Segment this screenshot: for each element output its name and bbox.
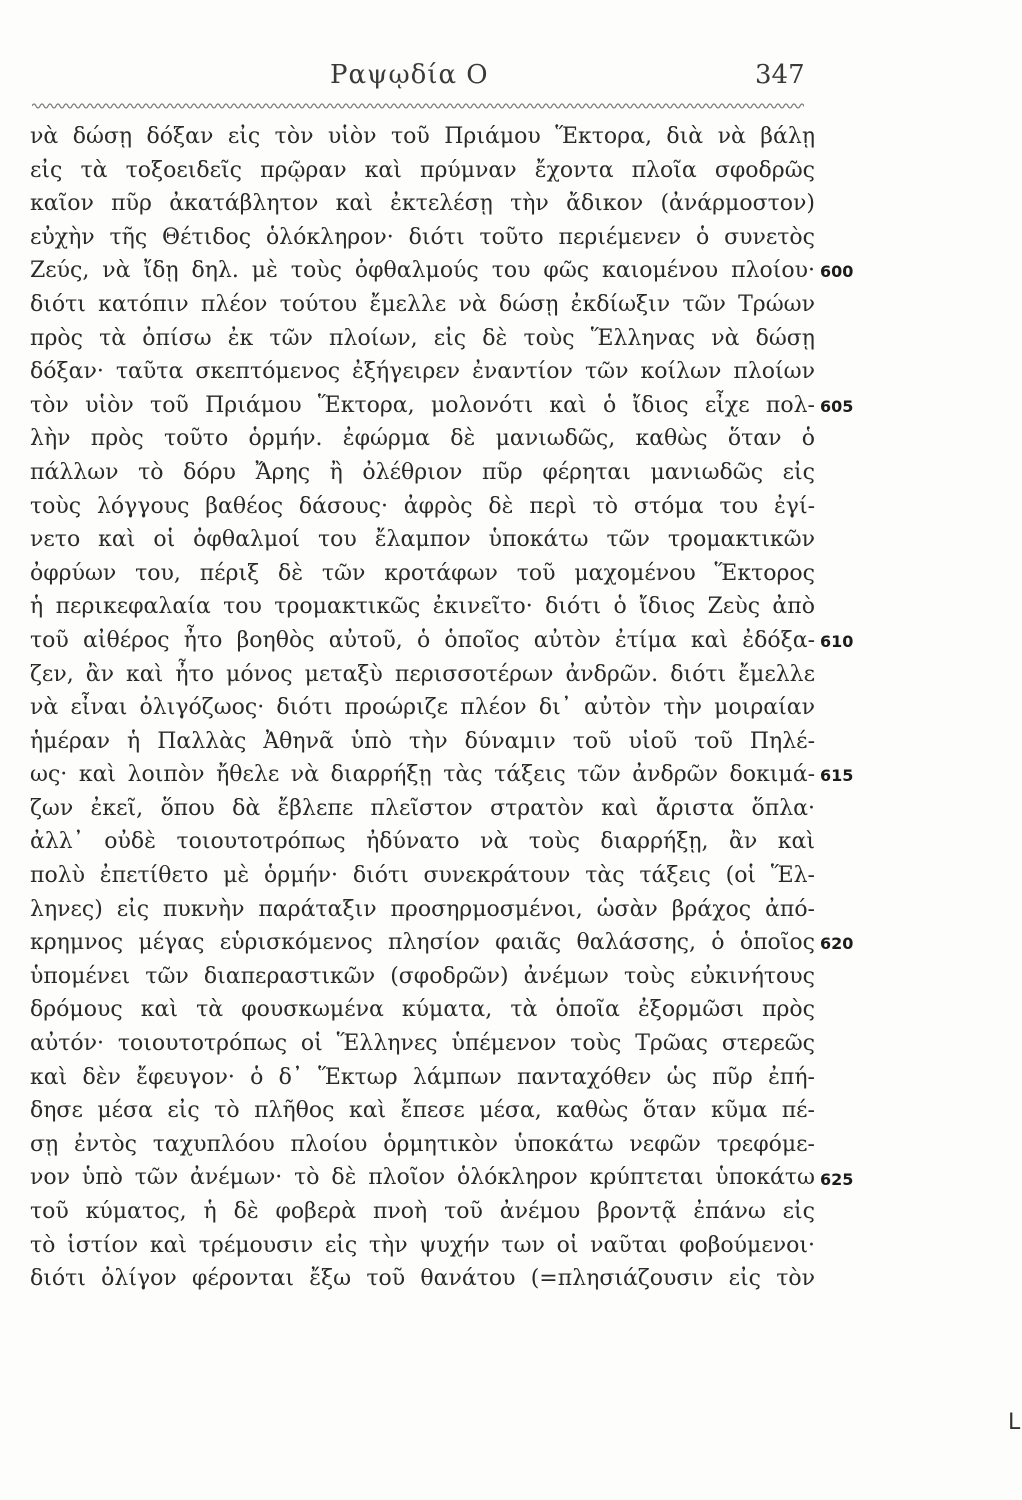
- text-line: αὐτόν· τοιουτοτρόπως οἱ Ἕλληνες ὑπέμενον τοὺς Τρῶας στερεῶς: [30, 1031, 815, 1057]
- verse-line-number: 625: [820, 1169, 854, 1189]
- text-line: τὸ ἱστίον καὶ τρέμουσιν εἰς τὴν ψυχήν των οἱ ναῦται φοβούμενοι·: [30, 1232, 815, 1258]
- text-line: δόξαν· ταῦτα σκεπτόμενος ἐξήγειρεν ἐναντίον τῶν κοίλων πλοίων: [30, 359, 815, 385]
- text-line: Ζεύς, νὰ ἴδῃ δηλ. μὲ τοὺς ὀφθαλμούς του φῶς καιομένου πλοίου·: [30, 258, 815, 284]
- text-line: τοῦ αἰθέρος ἦτο βοηθὸς αὐτοῦ, ὁ ὁποῖος αὐτὸν ἐτίμα καὶ ἐδόξα-: [30, 627, 815, 653]
- text-line: διότι κατόπιν πλέον τούτου ἔμελλε νὰ δώσῃ ἐκδίωξιν τῶν Τρώων: [30, 291, 815, 317]
- verse-line-number: 620: [820, 934, 854, 954]
- verse-line-number: 615: [820, 766, 854, 786]
- verse-line-number: 600: [820, 262, 854, 282]
- text-line: διότι ὀλίγον φέρονται ἔξω τοῦ θανάτου (=πλησιάζουσιν εἰς τὸν: [30, 1266, 815, 1292]
- text-line: τοὺς λόγγους βαθέος δάσους· ἀφρὸς δὲ περὶ τὸ στόμα του ἐγί-: [30, 493, 815, 519]
- text-line: ληνες) εἰς πυκνὴν παράταξιν προσηρμοσμένοι, ὡσὰν βράχος ἀπό-: [30, 896, 815, 922]
- text-line: ως· καὶ λοιπὸν ἤθελε νὰ διαρρήξῃ τὰς τάξεις τῶν ἀνδρῶν δοκιμά-: [30, 762, 815, 788]
- line-number-margin: [820, 120, 880, 1420]
- body-text: [30, 120, 815, 1296]
- text-line: εἰς τὰ τοξοειδεῖς πρῷραν καὶ πρύμναν ἔχοντα πλοῖα σφοδρῶς: [30, 157, 815, 183]
- text-line: ὀφρύων του, πέριξ δὲ τῶν κροτάφων τοῦ μαχομένου Ἕκτορος: [30, 560, 815, 586]
- text-line: πολὺ ἐπετίθετο μὲ ὁρμήν· διότι συνεκράτουν τὰς τάξεις (οἱ Ἕλ-: [30, 863, 815, 889]
- page-edge-mark: L: [1008, 1410, 1021, 1435]
- text-line: σῃ ἐντὸς ταχυπλόου πλοίου ὁρμητικὸν ὑποκάτω νεφῶν τρεφόμε-: [30, 1131, 815, 1157]
- text-line: ἡμέραν ἡ Παλλὰς Ἀθηνᾶ ὑπὸ τὴν δύναμιν τοῦ υἱοῦ τοῦ Πηλέ-: [30, 728, 815, 754]
- text-line: νον ὑπὸ τῶν ἀνέμων· τὸ δὲ πλοῖον ὁλόκληρον κρύπτεται ὑποκάτω: [30, 1165, 815, 1191]
- text-line: εὐχὴν τῆς Θέτιδος ὁλόκληρον· διότι τοῦτο περιέμενεν ὁ συνετὸς: [30, 224, 815, 250]
- header-wavy-rule: [32, 100, 804, 112]
- text-line: πρὸς τὰ ὀπίσω ἐκ τῶν πλοίων, εἰς δὲ τοὺς Ἕλληνας νὰ δώσῃ: [30, 325, 815, 351]
- text-line: δησε μέσα εἰς τὸ πλῆθος καὶ ἔπεσε μέσα, καθὼς ὅταν κῦμα πέ-: [30, 1098, 815, 1124]
- text-line: δρόμους καὶ τὰ φουσκωμένα κύματα, τὰ ὁποῖα ἐξορμῶσι πρὸς: [30, 997, 815, 1023]
- page-header-title: Ραψῳδία Ο: [330, 60, 489, 90]
- verse-line-number: 610: [820, 632, 854, 651]
- text-line: καὶ δὲν ἔφευγον· ὁ δ᾽ Ἕκτωρ λάμπων πανταχόθεν ὡς πῦρ ἐπή-: [30, 1064, 815, 1090]
- verse-line-number: 605: [820, 396, 854, 416]
- page-number: 347: [755, 60, 805, 90]
- text-line: νετο καὶ οἱ ὀφθαλμοί του ἔλαμπον ὑποκάτω τῶν τρομακτικῶν: [30, 527, 815, 553]
- text-line: τοῦ κύματος, ἡ δὲ φοβερὰ πνοὴ τοῦ ἀνέμου βροντᾷ ἐπάνω εἰς: [30, 1199, 815, 1224]
- text-line: λὴν πρὸς τοῦτο ὁρμήν. ἐφώρμα δὲ μανιωδῶς, καθὼς ὅταν ὁ: [30, 426, 815, 452]
- text-line: ἡ περικεφαλαία του τρομακτικῶς ἐκινεῖτο· διότι ὁ ἴδιος Ζεὺς ἀπὸ: [30, 594, 815, 620]
- text-line: καῖον πῦρ ἀκατάβλητον καὶ ἐκτελέσῃ τὴν ἄδικον (ἀνάρμοστον): [30, 191, 815, 217]
- text-line: ζων ἐκεῖ, ὅπου δὰ ἔβλεπε πλεῖστον στρατὸν καὶ ἄριστα ὅπλα·: [30, 795, 815, 821]
- text-line: πάλλων τὸ δόρυ Ἄρης ἢ ὀλέθριον πῦρ φέρηται μανιωδῶς εἰς: [30, 459, 815, 485]
- text-line: νὰ δώσῃ δόξαν εἰς τὸν υἱὸν τοῦ Πριάμου Ἕκτορα, διὰ νὰ βάλῃ: [30, 124, 815, 149]
- text-line: κρημνος μέγας εὑρισκόμενος πλησίον φαιᾶς θαλάσσης, ὁ ὁποῖος: [30, 930, 815, 956]
- text-line: νὰ εἶναι ὀλιγόζωος· διότι προώριζε πλέον δι᾽ αὐτὸν τὴν μοιραίαν: [30, 695, 815, 721]
- text-line: ζεν, ἂν καὶ ἦτο μόνος μεταξὺ περισσοτέρων ἀνδρῶν. διότι ἔμελλε: [30, 661, 815, 687]
- text-line: τὸν υἱὸν τοῦ Πριάμου Ἕκτορα, μολονότι καὶ ὁ ἴδιος εἶχε πολ-: [30, 392, 815, 418]
- text-line: ἀλλ᾽ οὐδὲ τοιουτοτρόπως ἠδύνατο νὰ τοὺς διαρρήξῃ, ἂν καὶ: [30, 829, 815, 855]
- text-line: ὑπομένει τῶν διαπεραστικῶν (σφοδρῶν) ἀνέμων τοὺς εὐκινήτους: [30, 963, 815, 989]
